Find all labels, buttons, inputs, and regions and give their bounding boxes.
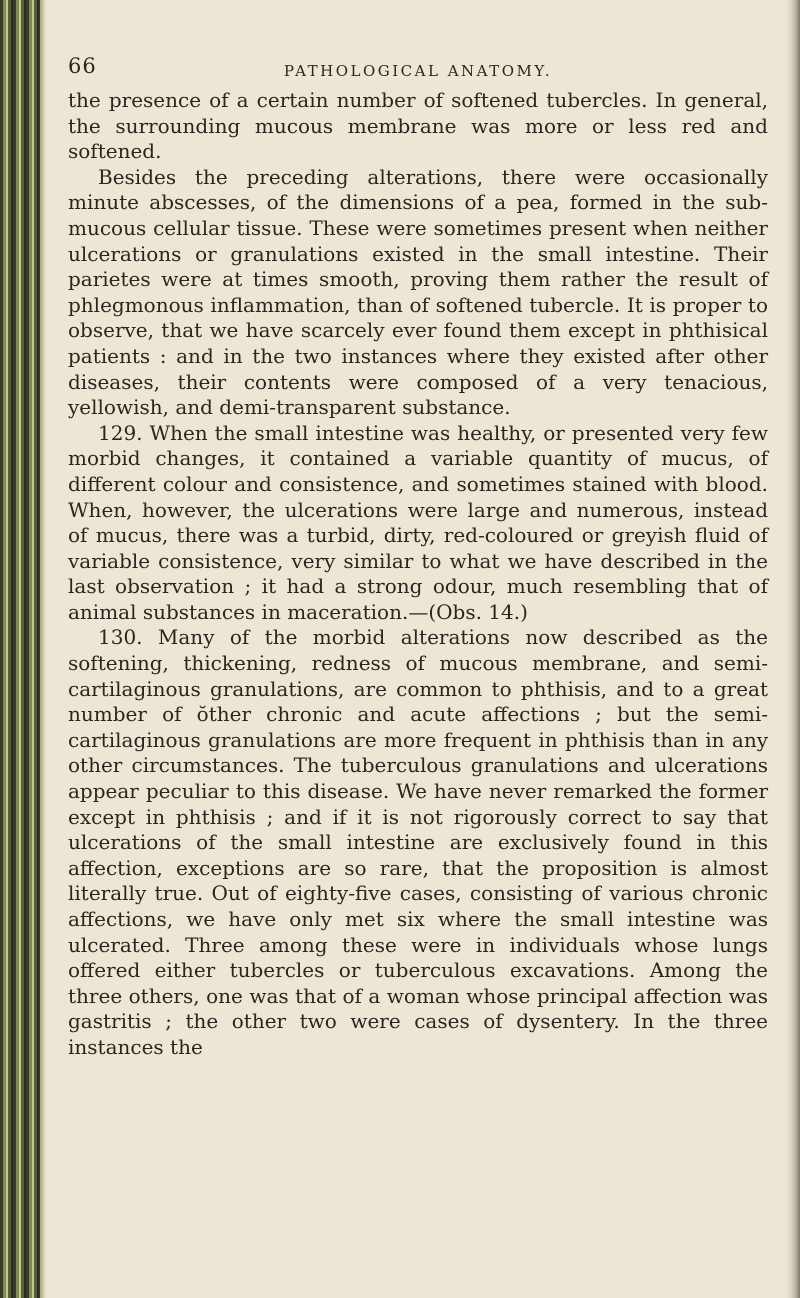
running-title: PATHOLOGICAL ANATOMY. (283, 62, 553, 80)
paragraph-number: 130. (98, 625, 143, 650)
book-page (68, 48, 768, 1061)
paragraph-129 (68, 421, 768, 626)
paragraph-text: the presence of a certain number of softened tubercles. In general, the surrounding mucous membrane was more or less red and softened. (68, 88, 768, 164)
paragraph-number: 129. (98, 420, 143, 445)
paragraph-text: Besides the preceding alterations, there were occasionally minute abscesses, of the dimensions of a pea, formed in the sub-mucous cellular tissue. These were sometimes present when neither ulcerations or granulations existed in the small intestine. Their parietes were at times smooth, proving them rather the result of phlegmonous inflammation, than of softened tubercle. It is proper to observe, that we have scarcely ever found them except in phthisical patients : and in the two instances where they existed after other diseases, their contents were composed of a very tenacious, yellowish, and demi-transparent substance. (68, 164, 768, 420)
book-binding (0, 0, 40, 1298)
paragraph-130 (68, 625, 768, 1060)
paragraph-text: When the small intestine was healthy, or presented very few morbid changes, it contained a variable quantity of mucus, of different colour and consistence, and sometimes stained with blood. When, however, the ulcerations were large and numerous, instead of mucus, there was a turbid, dirty, red-coloured or greyish fluid of variable consistence, very similar to what we have described in the last observation ; it had a strong odour, much resembling that of animal substances in maceration.—(Obs. 14.) (68, 420, 768, 624)
page-header (68, 48, 768, 88)
paragraph-text: Many of the morbid alterations now described as the softening, thickening, redness of mucous membrane, and semi-cartilaginous granulations, are common to phthisis, and to a great number of ŏther chronic and acute affections ; but the semi-cartilaginous granulations are more frequent in phthisis than in any other circumstances. The tuberculous granulations and ulcerations appear peculiar to this disease. We have never remarked the former except in phthisis ; and if it is not rigorously correct to say that ulcerations of the small intestine are exclusively found in this affection, exceptions are so rare, that the proposition is almost literally true. Out of eighty-five cases, consisting of various chronic affections, we have only met six where the small intestine was ulcerated. Three among these were in individuals whose lungs offered either tubercles or tuberculous excavations. Among the three others, one was that of a woman whose principal affection was gastritis ; the other two were cases of dysentery. In the three instances the (68, 625, 768, 1059)
gutter-shadow (40, 0, 46, 1298)
paragraph-abscesses (68, 165, 768, 421)
paragraph-continuation (68, 88, 768, 165)
page-number: 66 (68, 54, 97, 78)
page-edge-shadow (786, 0, 800, 1298)
